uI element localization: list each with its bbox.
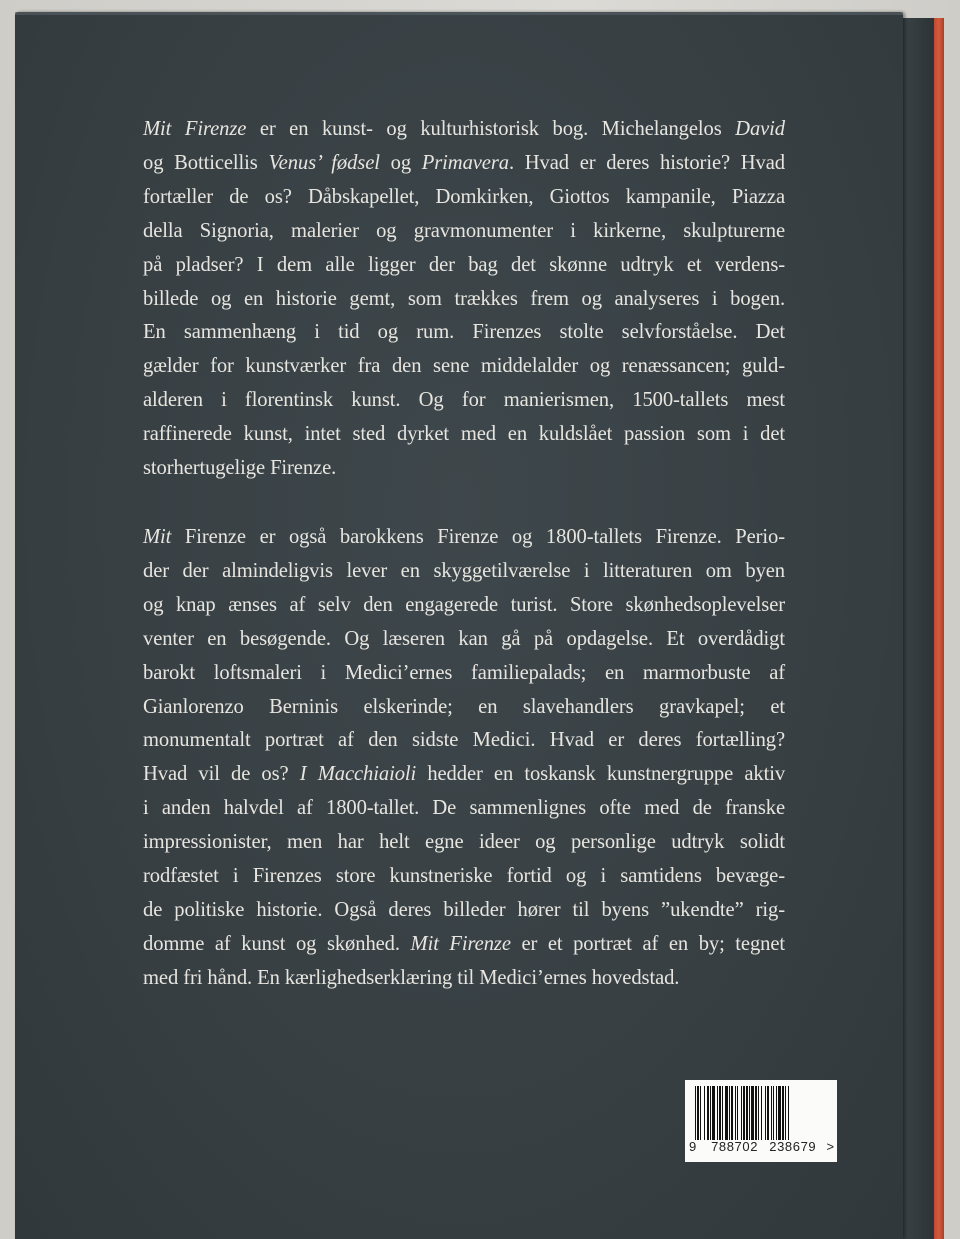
book-spine-accent [934,18,944,1239]
barcode-bar [765,1086,766,1140]
barcode-bar [707,1086,709,1140]
isbn-barcode [685,1080,837,1162]
barcode-bar [755,1086,757,1140]
blurb-line: domme af kunst og skønhed. Mit Firenze er et portræt af en by; tegnet [143,932,786,955]
blurb-line: og Botticellis Venus’ fødsel og Primavera. Hvad er deres historie? Hvad [143,151,785,174]
blurb-line: raffinerede kunst, intet sted dyrket med en kuldslået passion som i det [143,423,785,446]
blurb-line: venter en besøgende. Og læseren kan gå på opdagelse. Et overdådigt [143,627,785,650]
blurb-line: der der almindeligvis lever en skyggetilværelse i litteraturen om byen [143,559,785,582]
cover-top-edge [15,12,903,15]
isbn-number [687,1139,835,1157]
blurb-line: og knap ænses af selv den engagerede turist. Store skønhedsoplevelser [143,593,785,616]
barcode-bar [782,1086,784,1140]
isbn-group-right: 238679 [769,1139,817,1154]
blurb-line: impressionister, men har helt egne ideer og personlige udtryk solidt [143,831,785,854]
blurb-text [143,113,785,996]
barcode-bar [712,1086,715,1140]
blurb-line: En sammenhæng i tid og rum. Firenzes stolte selvforståelse. Det [143,321,785,344]
blurb-line: Mit Firenze er også barokkens Firenze og 1800-tallets Firenze. Perio- [143,525,785,548]
blurb-paragraph-2 [143,521,785,996]
barcode-bar [785,1086,786,1140]
blurb-line: i anden halvdel af 1800-tallet. De sammenlignes ofte med de franske [143,797,785,820]
barcode-bar [731,1086,733,1140]
blurb-line: med fri hånd. En kærlighedserklæring til Medici’ernes hovedstad. [143,966,680,989]
barcode-bar [695,1086,696,1140]
blurb-line: monumentalt portræt af den sidste Medici. Hvad er deres fortælling? [143,729,785,752]
blurb-line: på pladser? I dem alle ligger der bag det skønne udtryk et verdens- [143,253,785,276]
blurb-line: della Signoria, malerier og gravmonumenter i kirkerne, skulpturerne [143,219,785,242]
blurb-line: rodfæstet i Firenzes store kunstneriske fortid og i samtidens bevæge- [143,865,785,888]
barcode-bar [719,1086,721,1140]
barcode-bar [725,1086,728,1140]
blurb-line: de politiske historie. Også deres billeder hører til byens ”ukendte” rig- [143,898,785,921]
blurb-paragraph-1 [143,113,785,486]
barcode-bar [761,1086,762,1140]
isbn-digit-first: 9 [689,1139,697,1154]
barcode-bar [737,1086,738,1140]
barcode-bar [735,1086,736,1140]
barcode-bar [722,1086,723,1140]
barcode-bar [700,1086,701,1140]
barcode-bar [741,1086,742,1140]
barcode-bar [767,1086,769,1140]
barcode-bar [776,1086,777,1140]
barcode-bar [773,1086,774,1140]
blurb-line: storhertugelige Firenze. [143,457,337,480]
blurb-line: billede og en historie gemt, som trækkes frem og analyseres i bogen. [143,287,785,310]
blurb-line: alderen i florentinsk kunst. Og for manierismen, 1500-tallets mest [143,389,785,412]
barcode-bar [788,1086,789,1140]
barcode-bar [704,1086,705,1140]
barcode-bar [729,1086,730,1140]
blurb-line: Gianlorenzo Berninis elskerinde; en slavehandlers gravkapel; et [143,695,785,718]
blurb-line: Mit Firenze er en kunst- og kulturhistorisk bog. Michelangelos David [143,118,785,140]
barcode-bar [778,1086,781,1140]
blurb-line: Hvad vil de os? I Macchiaioli hedder en toskansk kunstnergruppe aktiv [143,763,786,786]
blurb-line: fortæller de os? Dåbskapellet, Domkirken, Giottos kampanile, Piazza [143,185,785,208]
barcode-bar [749,1086,750,1140]
isbn-group-left: 788702 [711,1139,759,1154]
barcode-bar [710,1086,711,1140]
barcode-bar [771,1086,772,1140]
barcode-bar [717,1086,718,1140]
isbn-arrow: > [826,1139,835,1154]
barcode-bar [751,1086,754,1140]
barcode-bars [695,1086,823,1140]
barcode-bar [697,1086,699,1140]
barcode-bar [743,1086,745,1140]
barcode-bar [758,1086,759,1140]
blurb-line: barokt loftsmaleri i Medici’ernes familiepalads; en marmorbuste af [143,661,785,684]
barcode-bar [746,1086,748,1140]
blurb-line: gælder for kunstværker fra den sene middelalder og renæssancen; guld- [143,355,785,378]
